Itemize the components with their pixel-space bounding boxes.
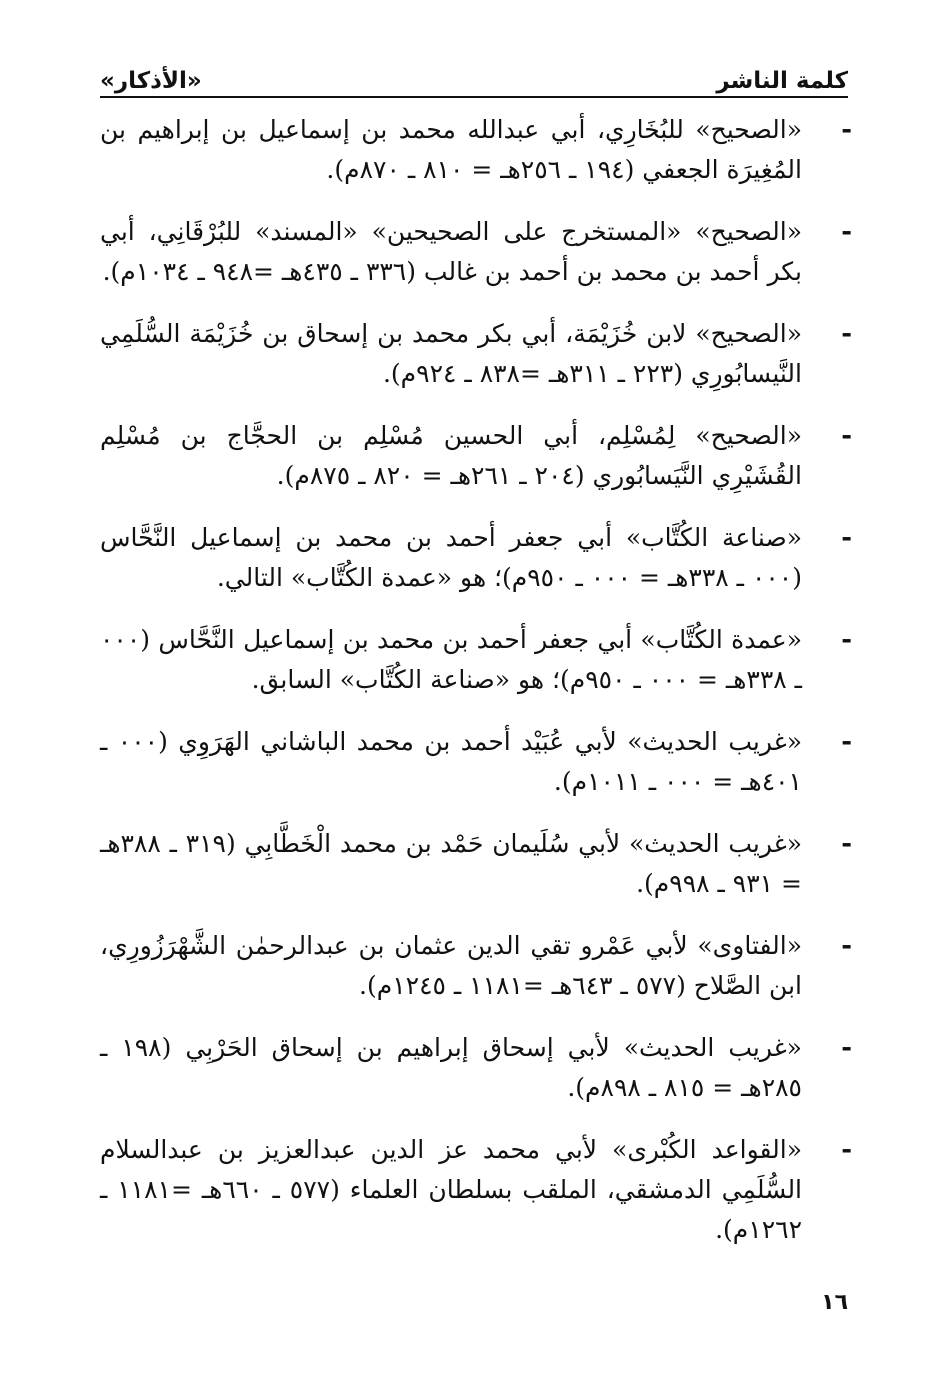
list-item bbox=[100, 1028, 852, 1108]
entry-text: «الصحيح» للبُخَارِي، أبي عبدالله محمد بن إسماعيل بن إبراهيم بن المُغِيرَة الجعفي (١٩٤ ـ ٢٥٦هـ = ٨١٠ ـ ٨٧٠م). bbox=[100, 115, 802, 184]
list-item bbox=[100, 620, 852, 700]
header-book-title: «الأذكار» bbox=[100, 68, 202, 94]
bullet-dash: - bbox=[841, 115, 852, 145]
entry-text: «غريب الحديث» لأبي إسحاق إبراهيم بن إسحاق الحَرْبِي (١٩٨ ـ ٢٨٥هـ = ٨١٥ ـ ٨٩٨م). bbox=[100, 1033, 802, 1102]
entry-text: «صناعة الكُتَّاب» أبي جعفر أحمد بن محمد بن إسماعيل النَّحَّاس (٠٠٠ ـ ٣٣٨هـ = ٠٠٠ ـ ٩٥٠م)؛ هو «عمدة الكُتَّاب» التالي. bbox=[100, 523, 802, 592]
bullet-dash: - bbox=[841, 319, 852, 349]
list-item bbox=[100, 722, 852, 802]
entry-text: «غريب الحديث» لأبي عُبَيْد أحمد بن محمد الباشاني الهَرَوِي (٠٠٠ ـ ٤٠١هـ = ٠٠٠ ـ ١٠١١م). bbox=[100, 727, 802, 796]
bibliography-list bbox=[100, 110, 852, 1272]
entry-text: «عمدة الكُتَّاب» أبي جعفر أحمد بن محمد بن إسماعيل النَّحَّاس (٠٠٠ ـ ٣٣٨هـ = ٠٠٠ ـ ٩٥٠م)؛ هو «صناعة الكُتَّاب» السابق. bbox=[100, 625, 802, 694]
entry-text: «الصحيح» لابن خُزَيْمَة، أبي بكر محمد بن إسحاق بن خُزَيْمَة السُّلَمِي النَّيسابُورِي (٢٢٣ ـ ٣١١هـ =٨٣٨ ـ ٩٢٤م). bbox=[100, 319, 802, 388]
bullet-dash: - bbox=[841, 1033, 852, 1063]
bullet-dash: - bbox=[841, 217, 852, 247]
bullet-dash: - bbox=[841, 523, 852, 553]
list-item bbox=[100, 314, 852, 394]
bullet-dash: - bbox=[841, 421, 852, 451]
entry-text: «الفتاوى» لأبي عَمْرو تقي الدين عثمان بن عبدالرحمٰن الشَّهْرَزُورِي، ابن الصَّلاح (٥٧٧ ـ ٦٤٣هـ =١١٨١ ـ ١٢٤٥م). bbox=[100, 931, 802, 1000]
list-item bbox=[100, 926, 852, 1006]
list-item bbox=[100, 110, 852, 190]
list-item bbox=[100, 824, 852, 904]
bullet-dash: - bbox=[841, 931, 852, 961]
entry-text: «القواعد الكُبْرى» لأبي محمد عز الدين عبدالعزيز بن عبدالسلام السُّلَمِي الدمشقي، الملقب بسلطان العلماء (٥٧٧ ـ ٦٦٠هـ =١١٨١ ـ ١٢٦٢م). bbox=[100, 1135, 803, 1244]
entry-text: «غريب الحديث» لأبي سُلَيمان حَمْد بن محمد الْخَطَّابِي (٣١٩ ـ ٣٨٨هـ = ٩٣١ ـ ٩٩٨م). bbox=[100, 829, 802, 898]
running-header bbox=[100, 50, 848, 94]
bullet-dash: - bbox=[841, 829, 852, 859]
list-item bbox=[100, 518, 852, 598]
page-number: ١٦ bbox=[821, 1290, 848, 1315]
entry-text: «الصحيح» لِمُسْلِم، أبي الحسين مُسْلِم بن الحجَّاج بن مُسْلِم القُشَيْرِي النَّيَسابُوري (٢٠٤ ـ ٢٦١هـ = ٨٢٠ ـ ٨٧٥م). bbox=[100, 421, 802, 490]
list-item bbox=[100, 212, 852, 292]
header-divider bbox=[100, 96, 848, 98]
bullet-dash: - bbox=[841, 727, 852, 757]
list-item bbox=[100, 416, 852, 496]
bullet-dash: - bbox=[841, 625, 852, 655]
entry-text: «الصحيح» «المستخرج على الصحيحين» «المسند» للبُرْقَانِي، أبي بكر أحمد بن محمد بن أحمد بن غالب (٣٣٦ ـ ٤٣٥هـ =٩٤٨ ـ ١٠٣٤م). bbox=[100, 217, 802, 286]
header-section-title: كلمة الناشر bbox=[716, 68, 848, 94]
list-item bbox=[100, 1130, 852, 1250]
bullet-dash: - bbox=[841, 1135, 852, 1165]
